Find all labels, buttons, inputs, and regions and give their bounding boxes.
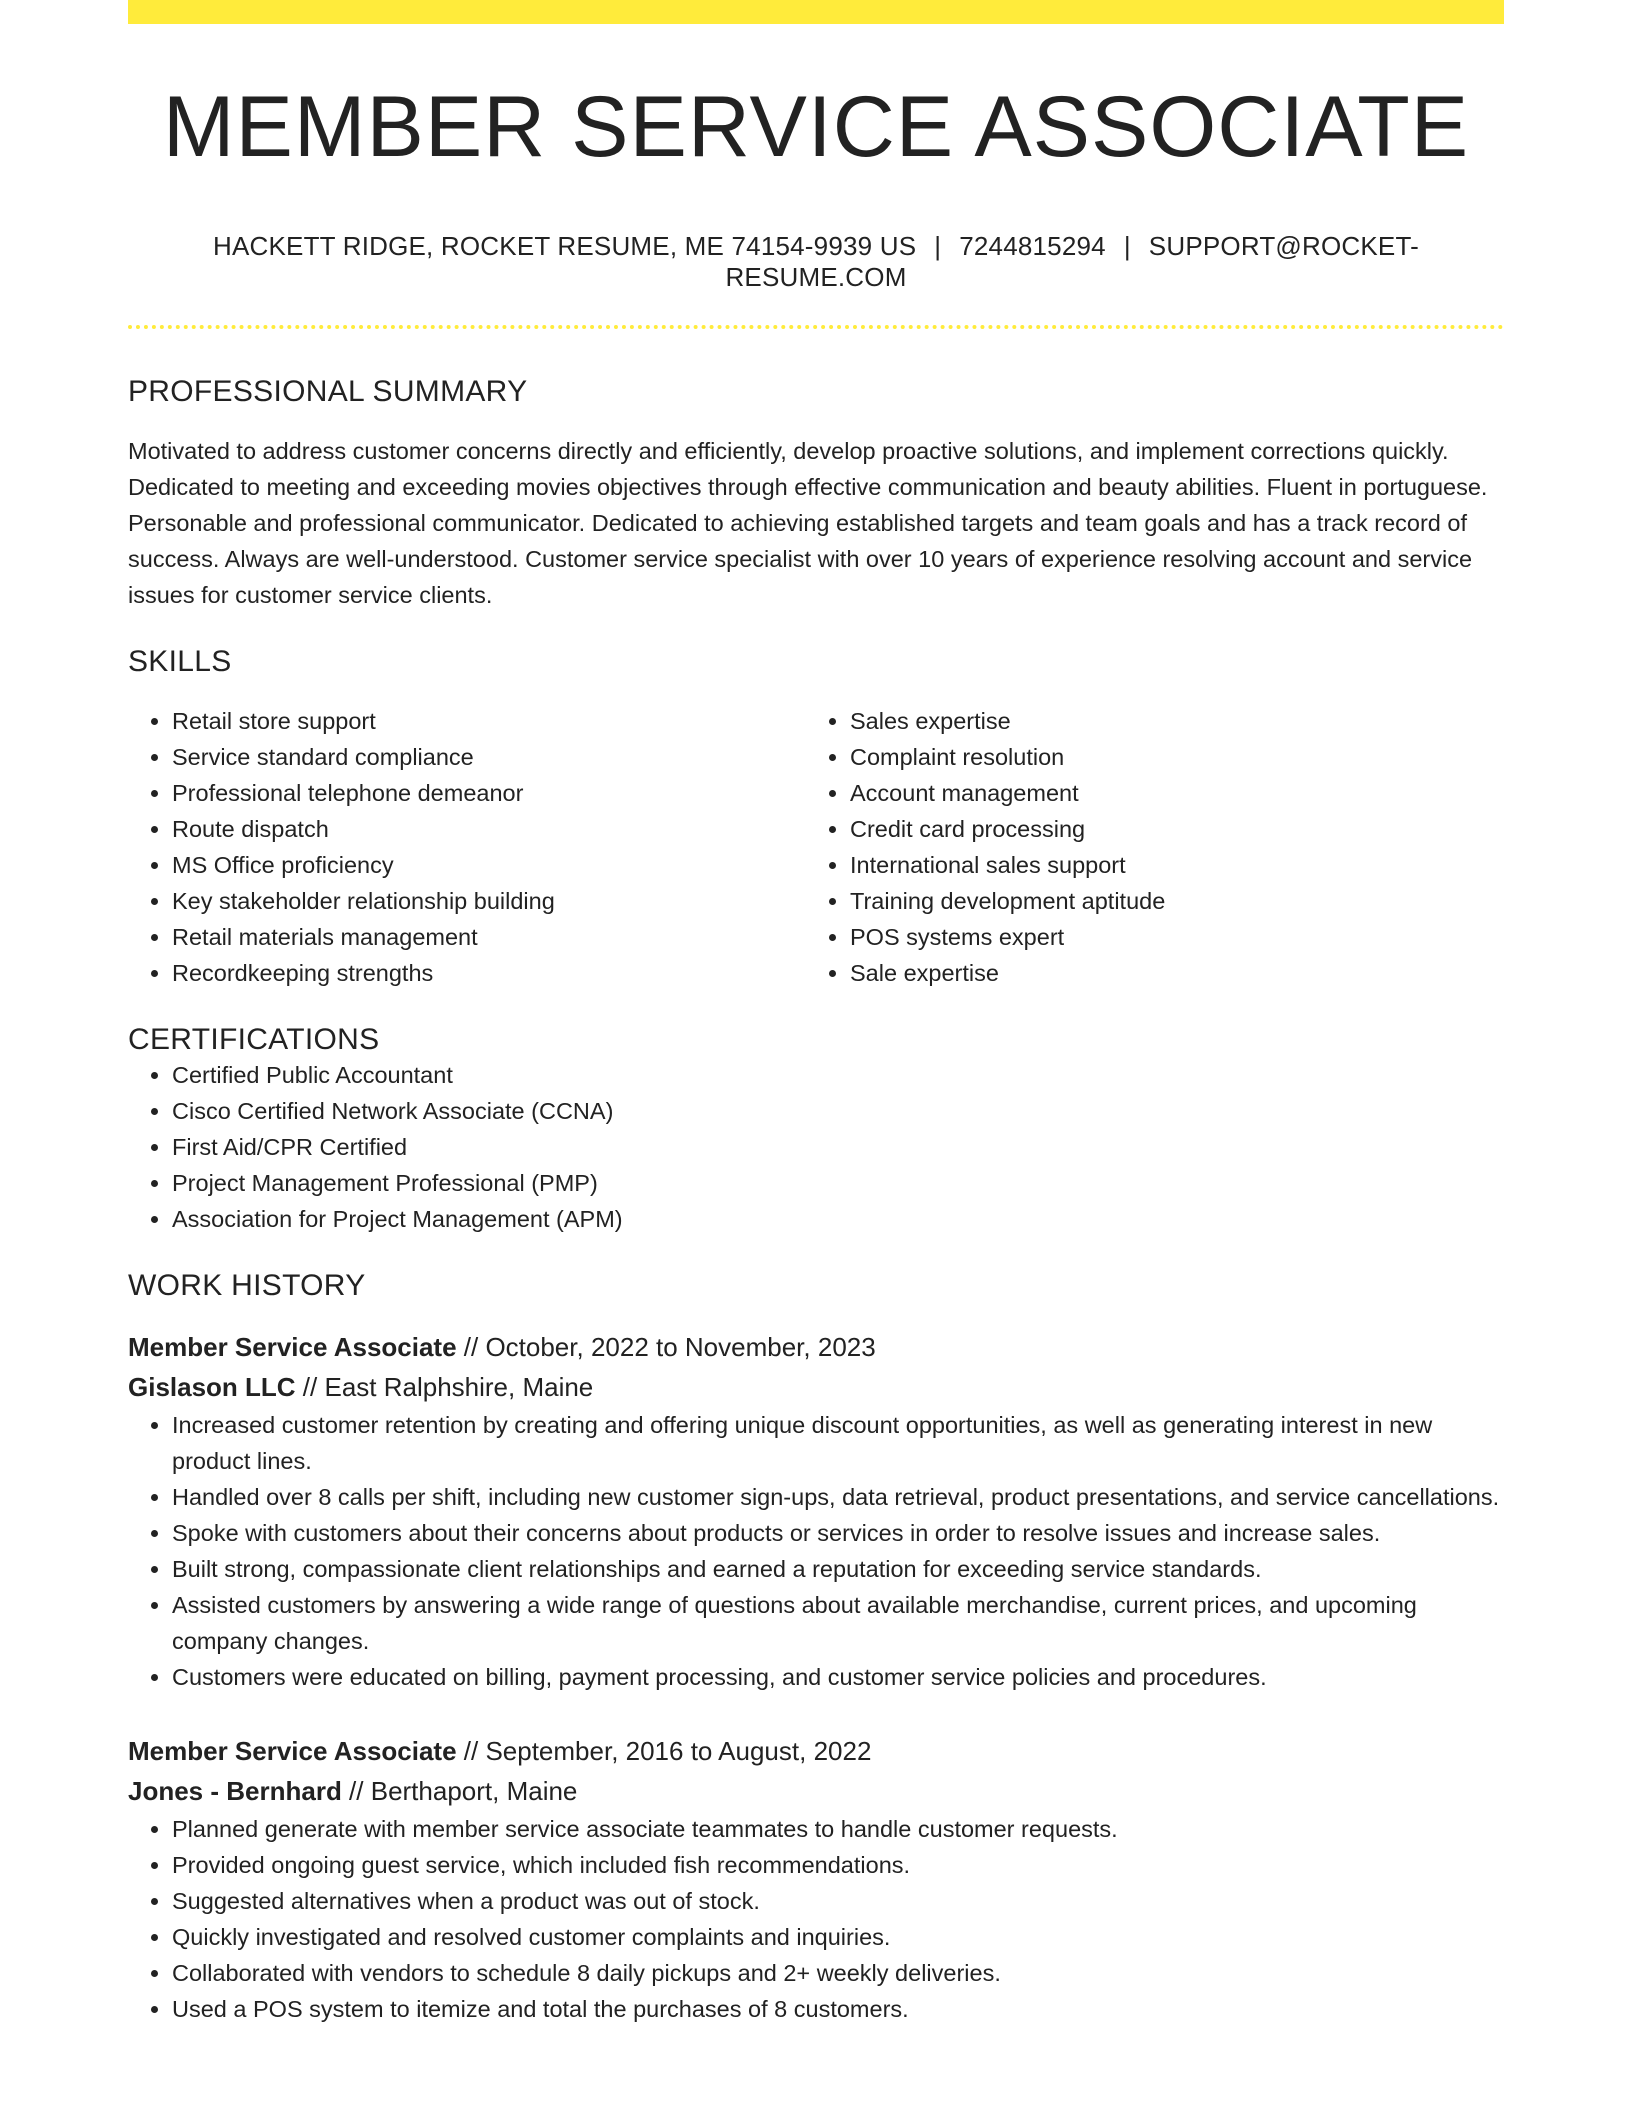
certification-item: • Association for Project Management (APM) [172, 1201, 1504, 1237]
job-bullet: • Used a POS system to itemize and total the purchases of 8 customers. [172, 1991, 1504, 2027]
summary-text: Motivated to address customer concerns directly and efficiently, develop proactive solutions, and implement corrections quickly. Dedicated to meeting and exceeding movies objectives through effective communication and beauty abilities. Fluent in portuguese. Personable and professional communicator. Dedicated to achieving established targets and team goals and has a track record of success. Always are well-understood. Customer service specialist with over 10 years of experience resolving account and service issues for customer service clients. [128, 437, 1488, 608]
job-bullet: • Suggested alternatives when a product was out of stock. [172, 1883, 1504, 1919]
skill-item: • Sales expertise [850, 703, 1484, 739]
work-history-heading: WORK HISTORY [128, 1268, 366, 1302]
dotted-divider [128, 325, 1504, 329]
job-bullets [128, 1811, 1504, 2027]
resume-page [128, 0, 1504, 2027]
skills-grid [128, 703, 1504, 991]
job-location: // Berthaport, Maine [341, 1775, 578, 1806]
skill-item: • Professional telephone demeanor [172, 775, 806, 811]
certification-item: • First Aid/CPR Certified [172, 1129, 1504, 1165]
skill-item: • Service standard compliance [172, 739, 806, 775]
job-dates: // October, 2022 to November, 2023 [456, 1331, 876, 1362]
skill-item: • MS Office proficiency [172, 847, 806, 883]
job-bullet: • Built strong, compassionate client relationships and earned a reputation for exceeding service standards. [172, 1551, 1504, 1587]
skill-item: • Recordkeeping strengths [172, 955, 806, 991]
job-company: Jones - Bernhard [128, 1775, 342, 1806]
job-bullets [128, 1407, 1504, 1695]
job-bullet: • Increased customer retention by creating and offering unique discount opportunities, as well as generating interest in new product lines. [172, 1407, 1504, 1479]
job-bullet: • Provided ongoing guest service, which included fish recommendations. [172, 1847, 1504, 1883]
job-company-line [128, 1771, 1504, 1811]
skill-item: • Credit card processing [850, 811, 1484, 847]
skills-list-left [128, 703, 806, 991]
skill-item: • Key stakeholder relationship building [172, 883, 806, 919]
phone: 7244815294 [959, 230, 1106, 261]
skill-item: • Route dispatch [172, 811, 806, 847]
job-company: Gislason LLC [128, 1371, 296, 1402]
job-location: // East Ralphshire, Maine [295, 1371, 594, 1402]
job-role-line [128, 1731, 1504, 1771]
skill-item: • Retail store support [172, 703, 806, 739]
resume-title: MEMBER SERVICE ASSOCIATE [162, 79, 1470, 175]
job-bullet: • Spoke with customers about their concerns about products or services in order to resolve issues and increase sales. [172, 1515, 1504, 1551]
contact-separator: | [1123, 230, 1131, 261]
job-bullet: • Customers were educated on billing, payment processing, and customer service policies and procedures. [172, 1659, 1504, 1695]
job-bullet: • Collaborated with vendors to schedule 8 daily pickups and 2+ weekly deliveries. [172, 1955, 1504, 1991]
skill-item: • Sale expertise [850, 955, 1484, 991]
job-bullet: • Assisted customers by answering a wide range of questions about available merchandise, current prices, and upcoming company changes. [172, 1587, 1504, 1659]
certification-item: • Certified Public Accountant [172, 1057, 1504, 1093]
skill-item: • Complaint resolution [850, 739, 1484, 775]
job-dates: // September, 2016 to August, 2022 [456, 1735, 872, 1766]
skills-column-right [806, 703, 1484, 991]
job-role-line [128, 1327, 1504, 1367]
certifications-list [128, 1057, 1504, 1237]
certification-item: • Cisco Certified Network Associate (CCNA) [172, 1093, 1504, 1129]
certifications-heading: CERTIFICATIONS [128, 1022, 380, 1056]
skills-list-right [806, 703, 1484, 991]
job-company-line [128, 1367, 1504, 1407]
job-bullet: • Handled over 8 calls per shift, including new customer sign-ups, data retrieval, product presentations, and service cancellations. [172, 1479, 1504, 1515]
skill-item: • Retail materials management [172, 919, 806, 955]
certification-item: • Project Management Professional (PMP) [172, 1165, 1504, 1201]
contact-line [128, 231, 1504, 293]
job-entry [128, 1327, 1504, 1695]
email: SUPPORT@ROCKET-RESUME.COM [725, 230, 1419, 292]
skill-item: • Training development aptitude [850, 883, 1484, 919]
job-bullet: • Quickly investigated and resolved customer complaints and inquiries. [172, 1919, 1504, 1955]
summary-heading: PROFESSIONAL SUMMARY [128, 374, 528, 408]
job-entry [128, 1731, 1504, 2027]
skill-item: • International sales support [850, 847, 1484, 883]
accent-bar [128, 0, 1504, 24]
skill-item: • POS systems expert [850, 919, 1484, 955]
job-role: Member Service Associate [128, 1735, 457, 1766]
skills-heading: SKILLS [128, 644, 232, 678]
contact-separator: | [934, 230, 942, 261]
job-bullet: • Planned generate with member service associate teammates to handle customer requests. [172, 1811, 1504, 1847]
address: HACKETT RIDGE, ROCKET RESUME, ME 74154-9939 US [213, 230, 917, 261]
skills-column-left [128, 703, 806, 991]
job-role: Member Service Associate [128, 1331, 457, 1362]
skill-item: • Account management [850, 775, 1484, 811]
